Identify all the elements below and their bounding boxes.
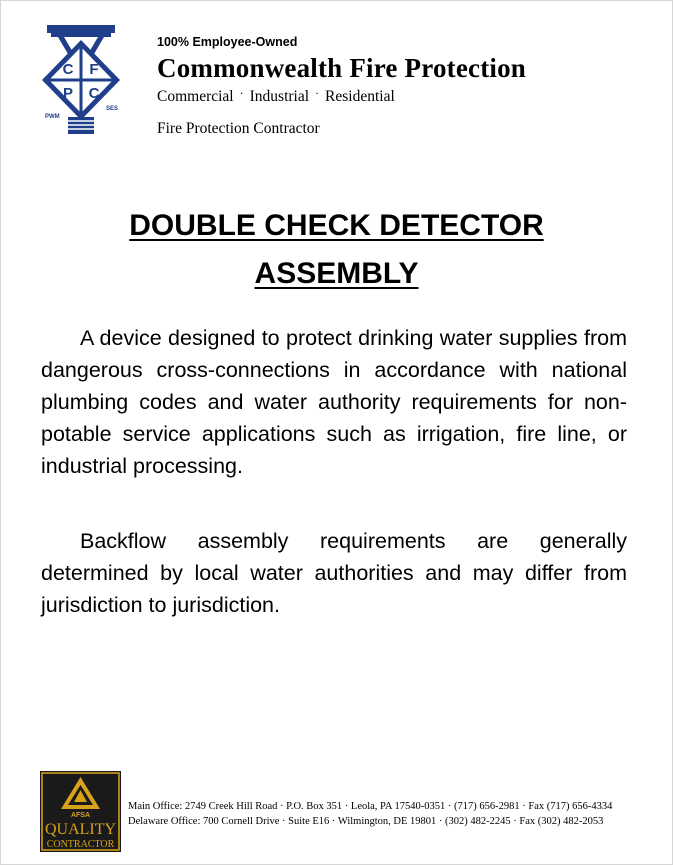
main-office-address: Main Office: 2749 Creek Hill Road · P.O. Box 351 · Leola, PA 17540-0351 · (717) 656-2981 · Fax (717) 656-4334 xyxy=(128,801,613,812)
employee-owned-tagline: 100% Employee-Owned xyxy=(157,35,298,49)
sector-separator: · xyxy=(239,86,244,100)
logo-corner-right: SES xyxy=(106,106,119,112)
contractor-label: Fire Protection Contractor xyxy=(157,120,320,137)
document-title xyxy=(0,202,673,298)
sector-industrial: Industrial xyxy=(249,88,310,105)
cfpc-logo xyxy=(38,22,124,136)
description-paragraph: A device designed to protect drinking water supplies from dangerous cross-connections in accordance with national plumbing codes and water authority requirements for non-potable service applications such as irrigation, fire line, or industrial processing. xyxy=(41,326,627,478)
logo-corner-left: PWM xyxy=(45,114,60,120)
badge-quality: QUALITY xyxy=(44,821,117,838)
sector-commercial: Commercial xyxy=(157,88,234,105)
badge-org: AFSA xyxy=(70,812,91,819)
badge-contractor: CONTRACTOR xyxy=(46,839,115,850)
delaware-office-address: Delaware Office: 700 Cornell Drive · Suite E16 · Wilmington, DE 19801 · (302) 482-2245 · Fax (302) 482-2053 xyxy=(128,816,604,827)
logo-letter-f: F xyxy=(89,61,99,78)
title-line-1: DOUBLE CHECK DETECTOR xyxy=(129,209,544,242)
quality-contractor-badge xyxy=(40,771,121,852)
sectors-line xyxy=(157,88,395,106)
sector-separator: · xyxy=(315,86,320,100)
logo-letter-p: P xyxy=(62,85,74,102)
logo-letter-c2: C xyxy=(88,85,100,102)
title-line-2: ASSEMBLY xyxy=(254,257,419,290)
logo-letter-c1: C xyxy=(62,61,74,78)
requirements-paragraph: Backflow assembly requirements are generally determined by local water authorities and may differ from jurisdiction to jurisdiction. xyxy=(41,529,627,617)
company-name: Commonwealth Fire Protection xyxy=(157,53,527,83)
footer-addresses xyxy=(128,799,643,829)
sector-residential: Residential xyxy=(325,88,395,105)
